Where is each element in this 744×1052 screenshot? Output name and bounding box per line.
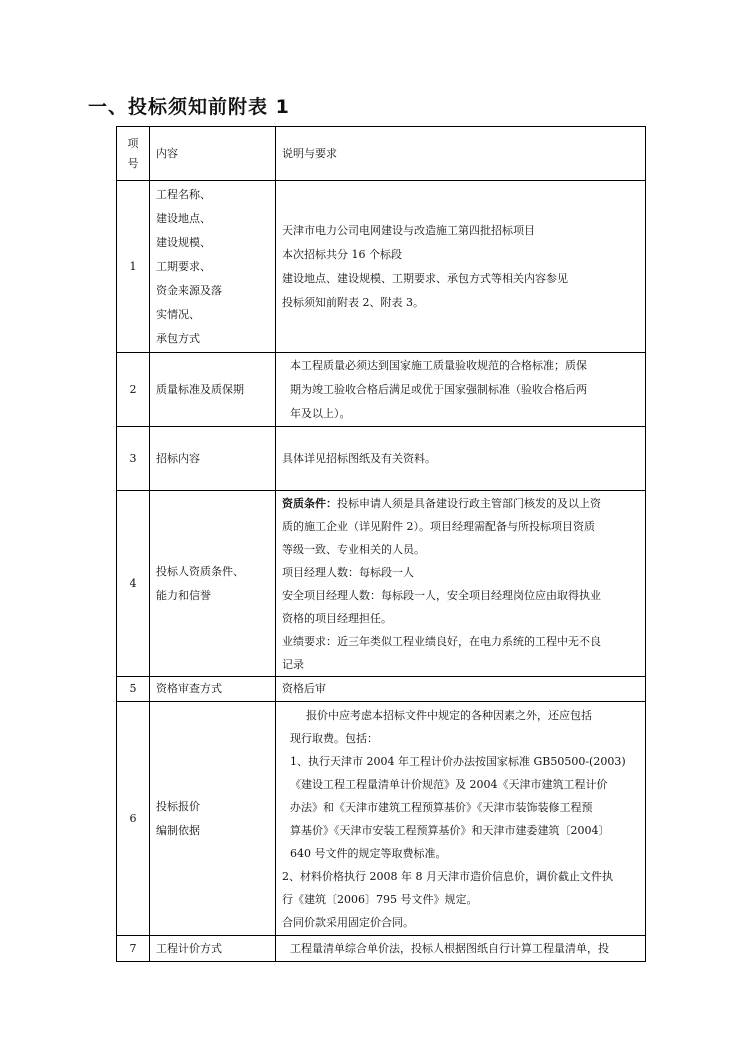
table-row	[117, 677, 646, 702]
table-row	[117, 936, 646, 962]
header-no: 项 号	[117, 127, 150, 181]
row-item: 质量标准及质保期	[150, 353, 276, 427]
row-no: 4	[117, 491, 150, 677]
row-no: 7	[117, 936, 150, 962]
row-desc: 工程量清单综合单价法，投标人根据图纸自行计算工程量清单，投	[276, 936, 646, 962]
bid-notice-table	[116, 126, 646, 962]
header-item: 内容	[150, 127, 276, 181]
row-no: 5	[117, 677, 150, 702]
row-item: 投标人资质条件、 能力和信誉	[150, 491, 276, 677]
row-desc: 天津市电力公司电网建设与改造施工第四批招标项目 本次招标共分 16 个标段 建设地点、建设规模、工期要求、承包方式等相关内容参见 投标须知前附表 2、附表 3。	[276, 181, 646, 353]
table-row	[117, 427, 646, 491]
row-item: 工程名称、 建设地点、 建设规模、 工期要求、 资金来源及落 实情况、 承包方式	[150, 181, 276, 353]
row-no: 6	[117, 702, 150, 936]
row-item: 投标报价 编制依据	[150, 702, 276, 936]
table-header-row	[117, 127, 646, 181]
qualification-label: 资质条件：	[282, 496, 337, 510]
row-no: 2	[117, 353, 150, 427]
row-desc: 资格后审	[276, 677, 646, 702]
row-no: 3	[117, 427, 150, 491]
row-item: 招标内容	[150, 427, 276, 491]
table-row	[117, 702, 646, 936]
row-no: 1	[117, 181, 150, 353]
header-desc: 说明与要求	[276, 127, 646, 181]
row-item: 工程计价方式	[150, 936, 276, 962]
row-desc: 报价中应考虑本招标文件中规定的各种因素之外，还应包括 现行取费。包括： 1、执行天津市 2004 年工程计价办法按国家标准 GB50500-(2003) 《建设工程工程量清单计价规范》及 2004《天津市建筑工程计价 办法》和《天津市建筑工程预算基价》《天津市装饰装修工程预 算基价》《天津市安装工程预算基价》和天津市建委建筑〔2004〕 640 号文件的规定等取费标准。 2、材料价格执行 2008 年 8 月天津市造价信息价，调价截止文件执 行《建筑〔2006〕795 号文件》规定。 合同价款采用固定价合同。	[276, 702, 646, 936]
table-row	[117, 181, 646, 353]
table-row	[117, 353, 646, 427]
row-desc: 资质条件：投标申请人须是具备建设行政主管部门核发的及以上资 质的施工企业（详见附件 2）。项目经理需配备与所投标项目资质 等级一致、专业相关的人员。 项目经理人数：每标段一人 安全项目经理人数：每标段一人，安全项目经理岗位应由取得执业 资格的项目经理担任。 业绩要求：近三年类似工程业绩良好，在电力系统的工程中无不良 记录	[276, 491, 646, 677]
row-desc: 具体详见招标图纸及有关资料。	[276, 427, 646, 491]
row-desc: 本工程质量必须达到国家施工质量验收规范的合格标准；质保 期为竣工验收合格后满足或优于国家强制标准（验收合格后两 年及以上）。	[276, 353, 646, 427]
row-item: 资格审查方式	[150, 677, 276, 702]
page-title: 一、投标须知前附表 1	[88, 96, 290, 118]
table-row	[117, 491, 646, 677]
